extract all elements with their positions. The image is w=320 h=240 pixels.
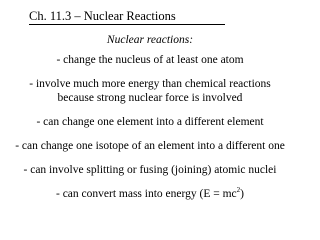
mass-energy-text: - can convert mass into energy (E = mc [56, 188, 237, 200]
bullet-change-isotope: - can change one isotope of an element into a different one [15, 140, 285, 152]
bullet-change-nucleus: - change the nucleus of at least one atom [56, 54, 244, 66]
slide-subtitle: Nuclear reactions: [106, 34, 194, 46]
bullet-mass-energy [0, 187, 300, 201]
bullet-change-element: - can change one element into a different element [36, 116, 264, 128]
bullet-splitting-fusing: - can involve splitting or fusing (joining) atomic nuclei [23, 164, 277, 176]
squared-superscript: 2 [236, 186, 241, 195]
bullet-more-energy-continued: because strong nuclear force is involved [57, 92, 243, 104]
slide-title: Ch. 11.3 – Nuclear Reactions [29, 9, 176, 23]
bullet-more-energy: - involve much more energy than chemical reactions [29, 78, 271, 90]
title-underline [29, 24, 225, 25]
mass-energy-closing: ) [240, 188, 244, 200]
